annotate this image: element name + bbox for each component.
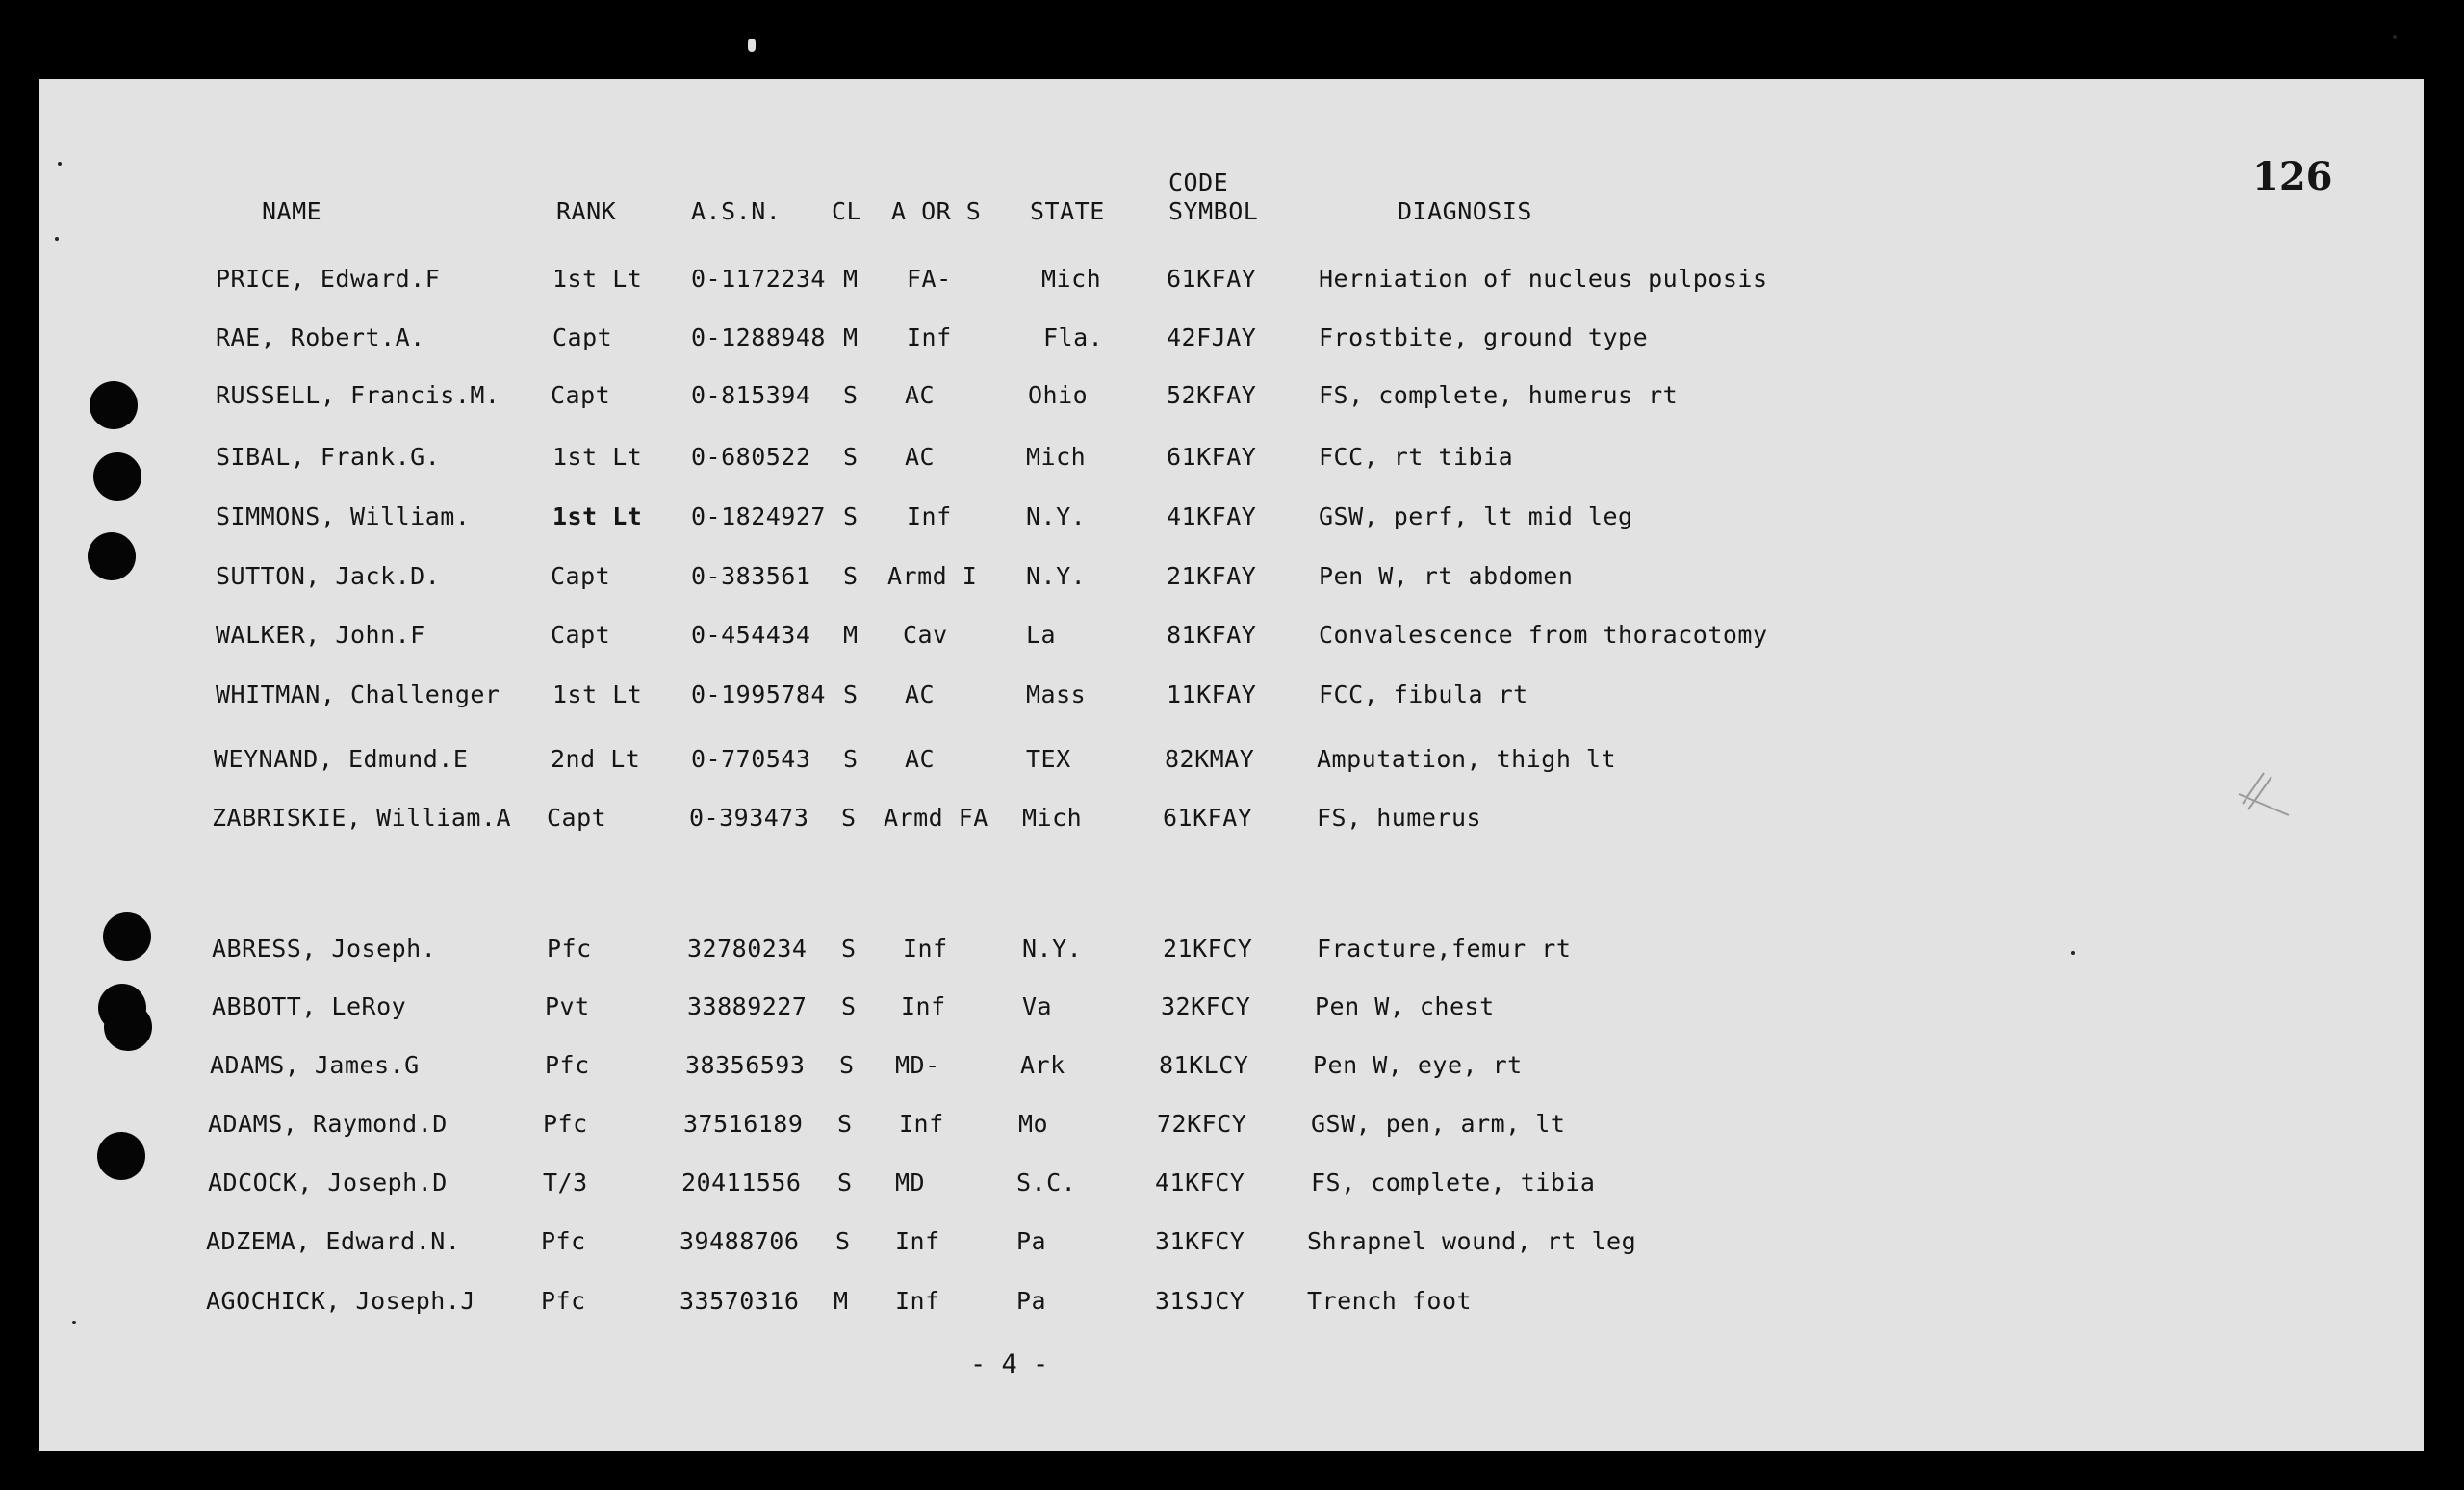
cell-rank: Capt (551, 381, 611, 409)
cell-asn: 38356593 (685, 1051, 806, 1079)
cell-name: SIBAL, Frank.G. (216, 443, 441, 471)
cell-name: WHITMAN, Challenger (216, 681, 500, 708)
background-speck (748, 39, 756, 52)
cell-arm-or-service: Inf (907, 323, 952, 351)
cell-name: SUTTON, Jack.D. (216, 562, 441, 590)
cell-arm-or-service: Inf (907, 502, 952, 530)
cell-rank: Pfc (543, 1110, 588, 1138)
cell-name: ABBOTT, LeRoy (212, 992, 407, 1020)
cell-rank: 1st Lt (552, 265, 643, 293)
cell-diagnosis: Pen W, eye, rt (1313, 1051, 1523, 1079)
cell-arm-or-service: Inf (895, 1287, 940, 1315)
scan-speck (2393, 35, 2397, 39)
cell-code: 21KFAY (1167, 562, 1257, 590)
cell-cl: S (835, 1227, 851, 1255)
header-name: NAME (262, 197, 322, 225)
cell-cl: M (843, 323, 859, 351)
cell-code: 31KFCY (1155, 1227, 1245, 1255)
cell-name: ADZEMA, Edward.N. (206, 1227, 461, 1255)
cell-diagnosis: FS, humerus (1317, 804, 1482, 832)
cell-diagnosis: Shrapnel wound, rt leg (1307, 1227, 1637, 1255)
cell-asn: 0-1995784 (691, 681, 826, 708)
cell-code: 21KFCY (1163, 935, 1253, 963)
cell-arm-or-service: Inf (903, 935, 948, 963)
cell-state: S.C. (1016, 1169, 1077, 1196)
cell-diagnosis: Frostbite, ground type (1319, 323, 1649, 351)
cell-diagnosis: FCC, fibula rt (1319, 681, 1528, 708)
cell-code: 61KFAY (1163, 804, 1253, 832)
cell-rank: 1st Lt (552, 502, 643, 530)
cell-state: Fla. (1043, 323, 1104, 351)
cell-rank: 1st Lt (552, 443, 643, 471)
header-cl: CL (832, 197, 862, 225)
cell-rank: Pvt (545, 992, 590, 1020)
cell-arm-or-service: AC (905, 443, 936, 471)
cell-rank: Pfc (541, 1227, 586, 1255)
cell-name: ADCOCK, Joseph.D (208, 1169, 448, 1196)
cell-code: 52KFAY (1167, 381, 1257, 409)
cell-diagnosis: Trench foot (1307, 1287, 1473, 1315)
cell-cl: S (837, 1169, 853, 1196)
cell-code: 72KFCY (1157, 1110, 1247, 1138)
cell-state: Mich (1022, 804, 1083, 832)
binder-hole (90, 381, 138, 429)
header-arm-or-service: A OR S (891, 197, 982, 225)
cell-diagnosis: Pen W, rt abdomen (1319, 562, 1574, 590)
header-asn: A.S.N. (691, 197, 782, 225)
cell-cl: M (834, 1287, 849, 1315)
cell-code: 42FJAY (1167, 323, 1257, 351)
cell-state: La (1026, 621, 1057, 649)
cell-arm-or-service: AC (905, 745, 936, 773)
cell-code: 41KFAY (1167, 502, 1257, 530)
cell-name: RAE, Robert.A. (216, 323, 425, 351)
cell-rank: Capt (552, 323, 613, 351)
cell-diagnosis: Pen W, chest (1315, 992, 1495, 1020)
cell-asn: 32780234 (687, 935, 808, 963)
cell-diagnosis: Amputation, thigh lt (1317, 745, 1617, 773)
cell-arm-or-service: FA- (907, 265, 952, 293)
cell-cl: S (843, 681, 859, 708)
cell-name: PRICE, Edward.F (216, 265, 441, 293)
cell-rank: 1st Lt (552, 681, 643, 708)
cell-asn: 0-680522 (691, 443, 811, 471)
binder-hole (93, 452, 141, 501)
cell-diagnosis: FCC, rt tibia (1319, 443, 1514, 471)
cell-cl: S (843, 562, 859, 590)
cell-cl: S (841, 804, 857, 832)
scan-speck (2071, 951, 2075, 955)
cell-rank: Capt (547, 804, 607, 832)
cell-asn: 0-770543 (691, 745, 811, 773)
cell-arm-or-service: AC (905, 381, 936, 409)
cell-cl: S (843, 745, 859, 773)
cell-diagnosis: GSW, perf, lt mid leg (1319, 502, 1633, 530)
cell-rank: 2nd Lt (551, 745, 641, 773)
pencil-mark-icon (2235, 765, 2293, 823)
cell-name: ADAMS, Raymond.D (208, 1110, 448, 1138)
cell-state: Pa (1016, 1227, 1047, 1255)
page-footer: - 4 - (970, 1349, 1049, 1379)
cell-state: Ark (1020, 1051, 1065, 1079)
cell-name: ADAMS, James.G (210, 1051, 420, 1079)
cell-rank: Pfc (541, 1287, 586, 1315)
cell-name: AGOCHICK, Joseph.J (206, 1287, 475, 1315)
cell-state: N.Y. (1026, 562, 1087, 590)
cell-asn: 0-815394 (691, 381, 811, 409)
cell-arm-or-service: Inf (895, 1227, 940, 1255)
cell-asn: 0-1824927 (691, 502, 826, 530)
cell-name: ABRESS, Joseph. (212, 935, 437, 963)
cell-name: SIMMONS, William. (216, 502, 471, 530)
cell-code: 61KFAY (1167, 443, 1257, 471)
cell-cl: M (843, 265, 859, 293)
cell-name: RUSSELL, Francis.M. (216, 381, 500, 409)
cell-arm-or-service: Cav (903, 621, 948, 649)
cell-diagnosis: FS, complete, humerus rt (1319, 381, 1679, 409)
cell-rank: Pfc (547, 935, 592, 963)
cell-arm-or-service: Armd FA (884, 804, 988, 832)
cell-state: Mich (1041, 265, 1102, 293)
cell-asn: 33570316 (680, 1287, 800, 1315)
cell-code: 61KFAY (1167, 265, 1257, 293)
binder-hole (88, 532, 136, 580)
cell-name: WALKER, John.F (216, 621, 425, 649)
cell-rank: Capt (551, 621, 611, 649)
cell-arm-or-service: MD (895, 1169, 926, 1196)
scan-speck (72, 1321, 76, 1324)
binder-hole (103, 912, 151, 961)
cell-diagnosis: Convalescence from thoracotomy (1319, 621, 1768, 649)
cell-arm-or-service: Inf (901, 992, 946, 1020)
cell-rank: T/3 (543, 1169, 588, 1196)
cell-cl: S (843, 381, 859, 409)
cell-state: TEX (1026, 745, 1071, 773)
cell-code: 81KFAY (1167, 621, 1257, 649)
cell-cl: S (837, 1110, 853, 1138)
cell-cl: M (843, 621, 859, 649)
cell-asn: 37516189 (683, 1110, 804, 1138)
cell-state: Mich (1026, 443, 1087, 471)
cell-state: Va (1022, 992, 1053, 1020)
cell-code: 11KFAY (1167, 681, 1257, 708)
cell-diagnosis: Fracture,femur rt (1317, 935, 1572, 963)
cell-arm-or-service: Inf (899, 1110, 944, 1138)
cell-diagnosis: FS, complete, tibia (1311, 1169, 1596, 1196)
binder-hole (104, 1003, 152, 1051)
header-code-line2: SYMBOL (1168, 197, 1259, 225)
cell-cl: S (839, 1051, 855, 1079)
cell-code: 82KMAY (1165, 745, 1255, 773)
header-rank: RANK (556, 197, 617, 225)
header-state: STATE (1030, 197, 1105, 225)
cell-asn: 0-454434 (691, 621, 811, 649)
cell-asn: 33889227 (687, 992, 808, 1020)
cell-asn: 0-1172234 (691, 265, 826, 293)
cell-state: N.Y. (1022, 935, 1083, 963)
cell-rank: Pfc (545, 1051, 590, 1079)
cell-asn: 0-1288948 (691, 323, 826, 351)
cell-cl: S (843, 502, 859, 530)
cell-rank: Capt (551, 562, 611, 590)
cell-arm-or-service: MD- (895, 1051, 940, 1079)
cell-arm-or-service: Armd I (887, 562, 978, 590)
cell-asn: 0-393473 (689, 804, 809, 832)
cell-diagnosis: GSW, pen, arm, lt (1311, 1110, 1566, 1138)
cell-state: Mass (1026, 681, 1087, 708)
cell-asn: 20411556 (681, 1169, 802, 1196)
header-diagnosis: DIAGNOSIS (1398, 197, 1532, 225)
cell-state: Pa (1016, 1287, 1047, 1315)
cell-diagnosis: Herniation of nucleus pulposis (1319, 265, 1768, 293)
cell-code: 81KLCY (1159, 1051, 1249, 1079)
header-code-line1: CODE (1168, 168, 1229, 196)
cell-cl: S (843, 443, 859, 471)
cell-arm-or-service: AC (905, 681, 936, 708)
scan-speck (58, 162, 62, 166)
page-number: 126 (2252, 154, 2333, 199)
cell-state: N.Y. (1026, 502, 1087, 530)
cell-code: 31SJCY (1155, 1287, 1245, 1315)
cell-state: Ohio (1028, 381, 1089, 409)
cell-cl: S (841, 992, 857, 1020)
cell-cl: S (841, 935, 857, 963)
scan-speck (55, 237, 59, 241)
cell-asn: 0-383561 (691, 562, 811, 590)
cell-state: Mo (1018, 1110, 1049, 1138)
cell-code: 32KFCY (1161, 992, 1251, 1020)
cell-asn: 39488706 (680, 1227, 800, 1255)
cell-code: 41KFCY (1155, 1169, 1245, 1196)
cell-name: ZABRISKIE, William.A (212, 804, 512, 832)
binder-hole (97, 1132, 145, 1180)
cell-name: WEYNAND, Edmund.E (214, 745, 469, 773)
